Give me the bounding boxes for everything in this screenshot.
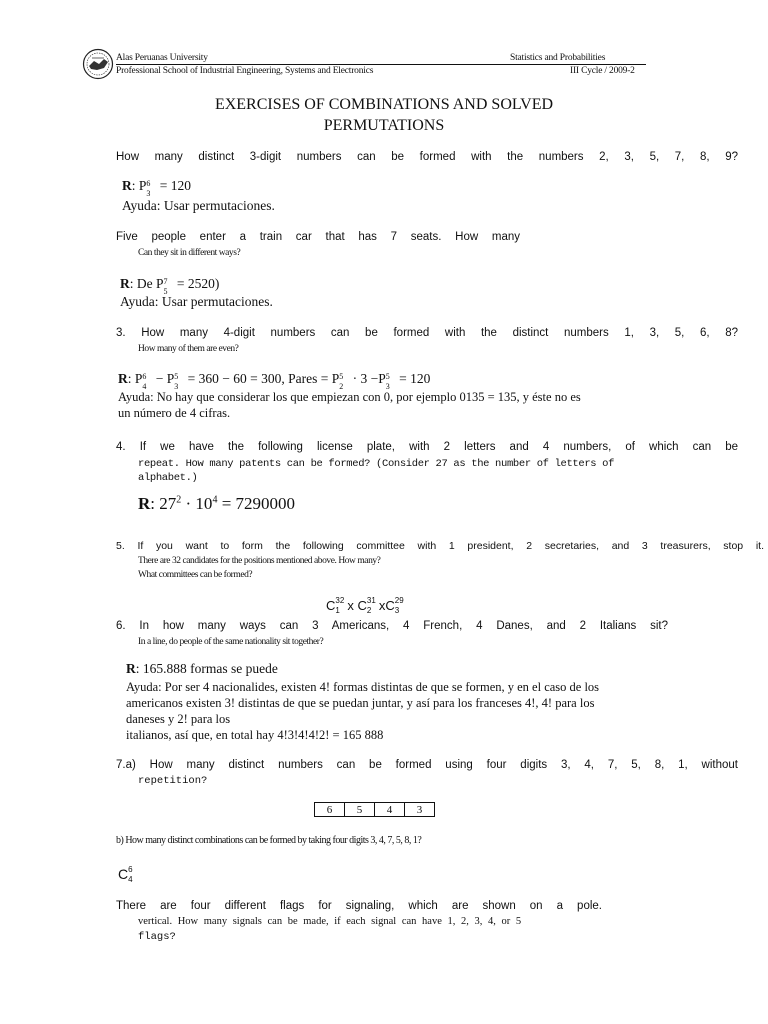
answer-3: R: P 6 4 − P 5 3 = 360 − 60 = 300, Pares = P 5 2 · 3 −P 5 3 = 120: [118, 371, 431, 391]
question-7a-line2: repetition?: [138, 775, 208, 787]
header-school: Professional School of Industrial Engineering, Systems and Electronics: [116, 66, 374, 76]
help-2: Ayuda: Usar permutaciones.: [120, 294, 273, 309]
question-3-sub: How many of them are even?: [138, 344, 239, 354]
question-7a: 7.a) How many distinct numbers can be formed using four digits 3, 4, 7, 5, 8, 1, without: [116, 759, 738, 771]
question-6: 6. In how many ways can 3 Americans, 4 French, 4 Danes, and 2 Italians sit?: [116, 620, 668, 632]
question-8-line2: vertical. How many signals can be made, if each signal can have 1, 2, 3, 4, or 5: [138, 916, 522, 927]
question-3: 3. How many 4-digit numbers can be formed with the distinct numbers 1, 3, 5, 6, 8?: [116, 327, 738, 339]
answer-1: R: P 6 3 = 120: [122, 178, 192, 198]
question-5: 5. If you want to form the following committee with 1 president, 2 secretaries, and 3 treasurers, stop it.: [116, 540, 764, 552]
question-4-line3: alphabet.): [138, 472, 198, 484]
header-cycle: III Cycle / 2009-2: [570, 66, 635, 76]
question-1: How many distinct 3-digit numbers can be formed with the numbers 2, 3, 5, 7, 8, 9?: [116, 151, 738, 163]
formula-5: C 32 1 x C 31 2 xC 29 3: [326, 596, 404, 615]
digit-cell: 3: [405, 803, 435, 817]
help-6-line4: italianos, así que, en total hay 4!3!4!4!2! = 165 888: [126, 728, 384, 742]
university-seal: [82, 48, 114, 80]
formula-7b: C 6 4: [118, 865, 133, 884]
question-6-sub: In a line, do people of the same nationality sit together?: [138, 637, 324, 647]
help-3-line1: Ayuda: No hay que considerar los que empiezan con 0, por ejemplo 0135 = 135, y éste no es: [118, 390, 581, 404]
page-title-line1: EXERCISES OF COMBINATIONS AND SOLVED: [214, 96, 554, 113]
help-6-line2: americanos existen 3! distintas de que se puedan juntar, y así para los franceses 4!, 4! para los: [126, 696, 595, 710]
help-6-line3: daneses y 2! para los: [126, 712, 231, 726]
question-7b: b) How many distinct combinations can be formed by taking four digits 3, 4, 7, 5, 8, 1?: [116, 835, 422, 846]
digit-cell: 4: [375, 803, 405, 817]
help-3-line2: un número de 4 cifras.: [118, 406, 231, 420]
question-2-sub: Can they sit in different ways?: [138, 248, 241, 258]
question-4: 4. If we have the following license plate, with 2 letters and 4 numbers, of which can be: [116, 441, 738, 453]
header-university: Alas Peruanas University: [116, 53, 208, 63]
header-rule: [116, 64, 646, 65]
answer-4: R: $27^2 \cdot 10^4 = 7290000$: [138, 494, 296, 513]
digit-cell: 5: [345, 803, 375, 817]
help-1: Ayuda: Usar permutaciones.: [122, 198, 275, 213]
help-6-line1: Ayuda: Por ser 4 nacionalides, existen 4! formas distintas de que se formen, y en el caso de los: [126, 680, 600, 694]
answer-6: R: 165.888 formas se puede: [126, 661, 278, 676]
question-4-line2: repeat. How many patents can be formed? (Consider 27 as the number of letters of: [138, 458, 615, 470]
digit-table: [314, 802, 435, 817]
question-5-sub2: What committees can be formed?: [138, 570, 253, 580]
question-5-sub1: There are 32 candidates for the positions mentioned above. How many?: [138, 556, 381, 566]
digit-cell: 6: [315, 803, 345, 817]
answer-2: R: De P 7 5 = 2520): [120, 276, 220, 296]
question-8: There are four different flags for signaling, which are shown on a pole.: [116, 900, 602, 912]
question-8-line3: flags?: [138, 931, 176, 943]
page-title-line2: PERMUTATIONS: [323, 117, 445, 134]
question-2: Five people enter a train car that has 7 seats. How many: [116, 231, 520, 243]
header-course: Statistics and Probabilities: [510, 53, 606, 63]
